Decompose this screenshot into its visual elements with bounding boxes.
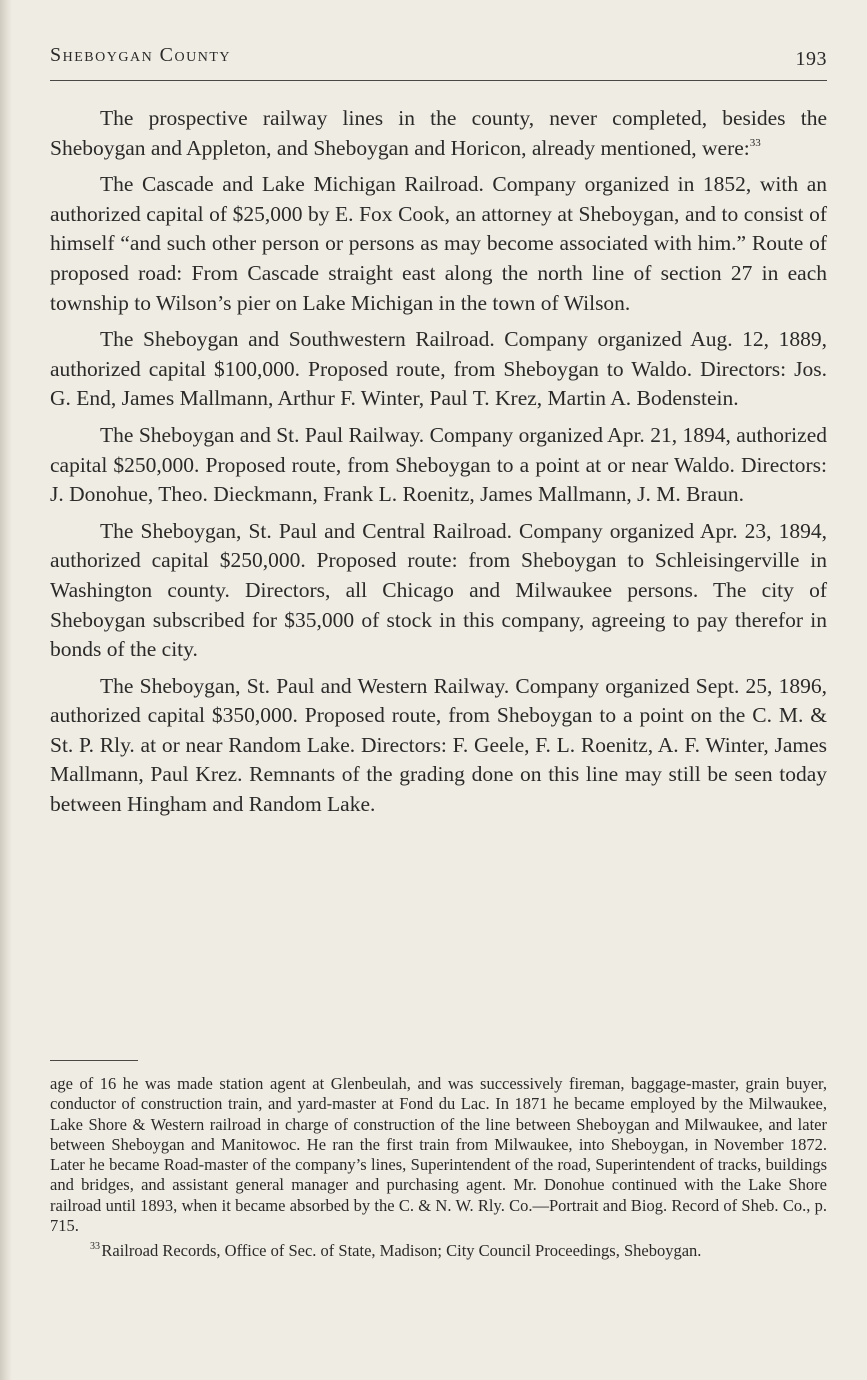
paragraph-sheboygan-st-paul-western: The Sheboygan, St. Paul and Western Railway. Company organized Sept. 25, 1896, authorized capital $350,000. Proposed route, from Sheboygan to a point on the C. M. & St. P. Rly. at or near Random Lake. Directors: F. Geele, F. L. Roenitz, A. F. Winter, James Mallmann, Paul Krez. Remnants of the grading done on this line may still be seen today between Hingham and Random Lake.	[50, 673, 827, 817]
footnote-33	[50, 1241, 827, 1261]
paragraph-cascade-lake-michigan: The Cascade and Lake Michigan Railroad. Company organized in 1852, with an authorized capital of $25,000 by E. Fox Cook, an attorney at Sheboygan, and to consist of himself “and such other person or persons as may become associated with him.” Route of proposed road: From Cascade straight east along the north line of section 27 in each township to Wilson’s pier on Lake Michigan in the town of Wilson.	[50, 172, 827, 315]
footnote-continued: age of 16 he was made station agent at Glenbeulah, and was successively fireman, baggage-master, grain buyer, conductor of construction train, and yard-master at Fond du Lac. In 1871 he became employed by the Milwaukee, Lake Shore & Western railroad in charge of construction of the line between Sheboygan and Milwaukee, and later between Sheboygan and Manitowoc. He ran the first train from Milwaukee, into Sheboygan, in November 1872. Later he became Road-master of the company’s lines, Superintendent of the road, Superintendent of tracks, buildings and bridges, and assistant general manager and purchasing agent. Mr. Donohue continued with the Lake Shore railroad until 1893, when it became absorbed by the C. & N. W. Rly. Co.—Portrait and Biog. Record of Sheb. Co., p. 715.	[50, 1074, 827, 1236]
paragraph-sheboygan-st-paul-central: The Sheboygan, St. Paul and Central Railroad. Company organized Apr. 23, 1894, authorized capital $250,000. Proposed route: from Sheboygan to Schleisingerville in Washington county. Directors, all Chicago and Milwaukee persons. The city of Sheboygan subscribed for $35,000 of stock in this company, agreeing to pay therefor in bonds of the city.	[50, 518, 827, 662]
book-spine-shadow	[0, 0, 12, 1380]
footnotes	[50, 1074, 827, 1267]
footnote-ref-33: 33	[749, 136, 761, 149]
paragraph-intro-text: The prospective railway lines in the county, never completed, besides the Sheboygan and Appleton, and Sheboygan and Horicon, already mentioned, were:	[50, 106, 827, 160]
paragraph-sheboygan-st-paul: The Sheboygan and St. Paul Railway. Company organized Apr. 21, 1894, authorized capital $250,000. Proposed route, from Sheboygan to a point at or near Waldo. Directors: J. Donohue, Theo. Dieckmann, Frank L. Roenitz, James Mallmann, J. M. Braun.	[50, 422, 827, 507]
header-rule	[50, 80, 827, 81]
paragraph-sheboygan-southwestern: The Sheboygan and Southwestern Railroad. Company organized Aug. 12, 1889, authorized capital $100,000. Proposed route, from Sheboygan to Waldo. Directors: Jos. G. End, James Mallmann, Arthur F. Winter, Paul T. Krez, Martin A. Bodenstein.	[50, 327, 827, 411]
page-number: 193	[795, 48, 827, 70]
paragraph-intro	[50, 104, 827, 163]
footnote-rule	[50, 1060, 138, 1061]
running-header-title: Sheboygan County	[50, 44, 232, 66]
running-header	[50, 44, 827, 74]
footnote-33-marker: 33	[90, 1241, 100, 1253]
footnote-33-text: Railroad Records, Office of Sec. of State, Madison; City Council Proceedings, Sheboygan.	[101, 1241, 702, 1261]
body-text	[50, 104, 827, 827]
